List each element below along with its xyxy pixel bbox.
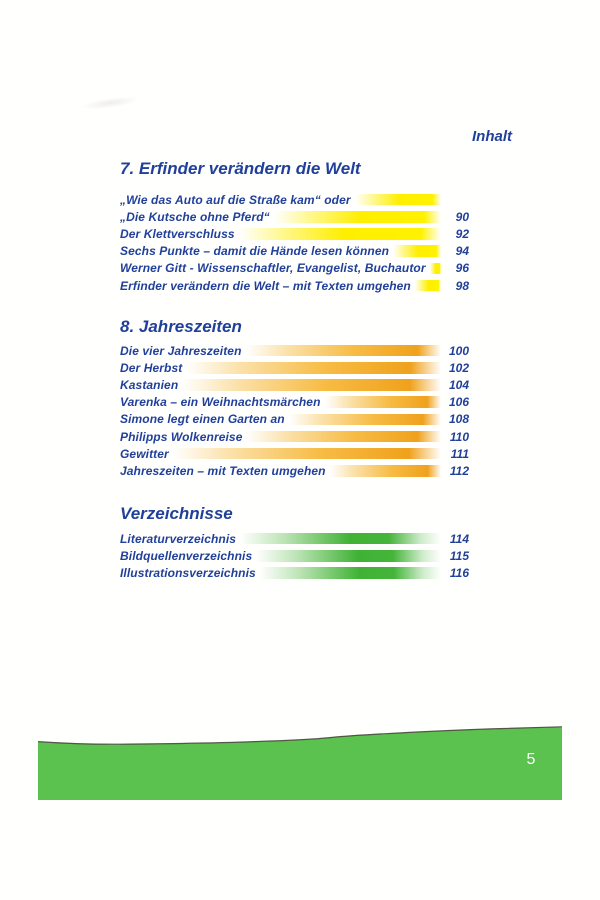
leader-bar-yellow xyxy=(393,245,441,257)
leader-bar-green xyxy=(256,550,441,562)
toc-entry-page: 92 xyxy=(455,226,469,241)
toc-row xyxy=(120,260,469,277)
toc-entry-label: Sechs Punkte – damit die Hände lesen können xyxy=(120,244,390,259)
toc-row xyxy=(120,208,469,225)
toc-row xyxy=(120,547,469,564)
footer-page-number: 5 xyxy=(526,751,536,768)
toc-entry-page: 102 xyxy=(448,360,469,375)
toc-row xyxy=(120,394,469,411)
section-entries-jahreszeiten xyxy=(120,342,469,480)
toc-entry-page: 110 xyxy=(449,429,469,444)
leader-bar-yellow xyxy=(239,228,441,240)
toc-entry-label: „Wie das Auto auf die Straße kam“ oder xyxy=(120,192,351,207)
section-title: 8. Jahreszeiten xyxy=(120,317,242,336)
toc-entry-label: „Die Kutsche ohne Pferd“ xyxy=(120,209,270,224)
toc-entry-label: Bildquellenverzeichnis xyxy=(120,548,253,563)
toc-row xyxy=(120,359,469,376)
toc-entry-label: Gewitter xyxy=(120,446,169,461)
leader-bar-orange xyxy=(182,379,441,391)
toc-entry-page: 115 xyxy=(449,548,469,563)
toc-entry-label: Literaturverzeichnis xyxy=(120,531,237,546)
toc-entry-page: 104 xyxy=(448,377,469,392)
toc-entry-label: Erfinder verändern die Welt – mit Texten umgehen xyxy=(120,278,411,293)
toc-entry-page: 116 xyxy=(449,565,469,580)
toc-entry-label: Der Klettverschluss xyxy=(120,226,235,241)
leader-bar-yellow xyxy=(415,280,441,292)
toc-entry-page: 111 xyxy=(450,446,469,461)
leader-bar-orange xyxy=(246,345,442,357)
leader-bar-orange xyxy=(246,431,441,443)
section-heading-verzeichnisse xyxy=(120,504,469,524)
leader-bar-orange xyxy=(186,362,441,374)
toc-entry-label: Varenka – ein Weihnachtsmärchen xyxy=(120,395,321,410)
toc-entry-label: Simone legt einen Garten an xyxy=(120,412,285,427)
toc-entry-page: 106 xyxy=(448,395,469,410)
toc-entry-label: Kastanien xyxy=(120,377,179,392)
toc-entry-label: Der Herbst xyxy=(120,360,183,375)
footer-band-shape xyxy=(38,727,562,800)
leader-bar-yellow xyxy=(274,211,441,223)
leader-bar-green xyxy=(260,567,441,579)
leader-bar-orange xyxy=(289,414,441,426)
leader-bar-yellow xyxy=(355,194,441,206)
toc-row xyxy=(120,243,469,260)
toc-row xyxy=(120,564,469,581)
leader-bar-yellow xyxy=(430,263,441,275)
toc-entry-page: 90 xyxy=(455,209,469,224)
leader-bar-orange xyxy=(325,396,441,408)
toc-row xyxy=(120,428,469,445)
toc-entry-label: Jahreszeiten – mit Texten umgehen xyxy=(120,463,326,478)
toc-row xyxy=(120,342,469,359)
page-header-label: Inhalt xyxy=(472,128,512,145)
toc-entry-label: Philipps Wolkenreise xyxy=(120,429,243,444)
section-entries-verzeichnisse xyxy=(120,530,469,582)
section-heading-jahreszeiten xyxy=(120,317,469,337)
scan-smudge xyxy=(80,94,141,112)
toc-entry-page: 98 xyxy=(455,278,469,293)
toc-row xyxy=(120,376,469,393)
section-title: Verzeichnisse xyxy=(120,504,233,523)
leader-bar-orange xyxy=(173,448,441,460)
toc-row xyxy=(120,445,469,462)
section-heading-erfinder xyxy=(120,159,469,179)
toc-entry-label: Die vier Jahreszeiten xyxy=(120,343,242,358)
toc-entry-label: Illustrationsverzeichnis xyxy=(120,565,256,580)
section-entries-erfinder xyxy=(120,191,469,294)
leader-bar-orange xyxy=(330,465,441,477)
toc-entry-page: 114 xyxy=(449,531,469,546)
toc-entry-page: 96 xyxy=(455,261,469,276)
toc-row xyxy=(120,462,469,479)
section-title: 7. Erfinder verändern die Welt xyxy=(120,159,361,178)
leader-bar-green xyxy=(240,533,441,545)
toc-row xyxy=(120,225,469,242)
toc-entry-page: 108 xyxy=(448,412,469,427)
toc-entry-page: 94 xyxy=(455,244,469,259)
toc-row xyxy=(120,530,469,547)
toc-row xyxy=(120,411,469,428)
toc-entry-page: 112 xyxy=(449,463,469,478)
toc-row xyxy=(120,277,469,294)
toc-entry-page: 100 xyxy=(448,343,469,358)
footer-green-band xyxy=(0,720,600,900)
toc-entry-label: Werner Gitt - Wissenschaftler, Evangelist, Buchautor xyxy=(120,261,426,276)
toc-row xyxy=(120,191,469,208)
